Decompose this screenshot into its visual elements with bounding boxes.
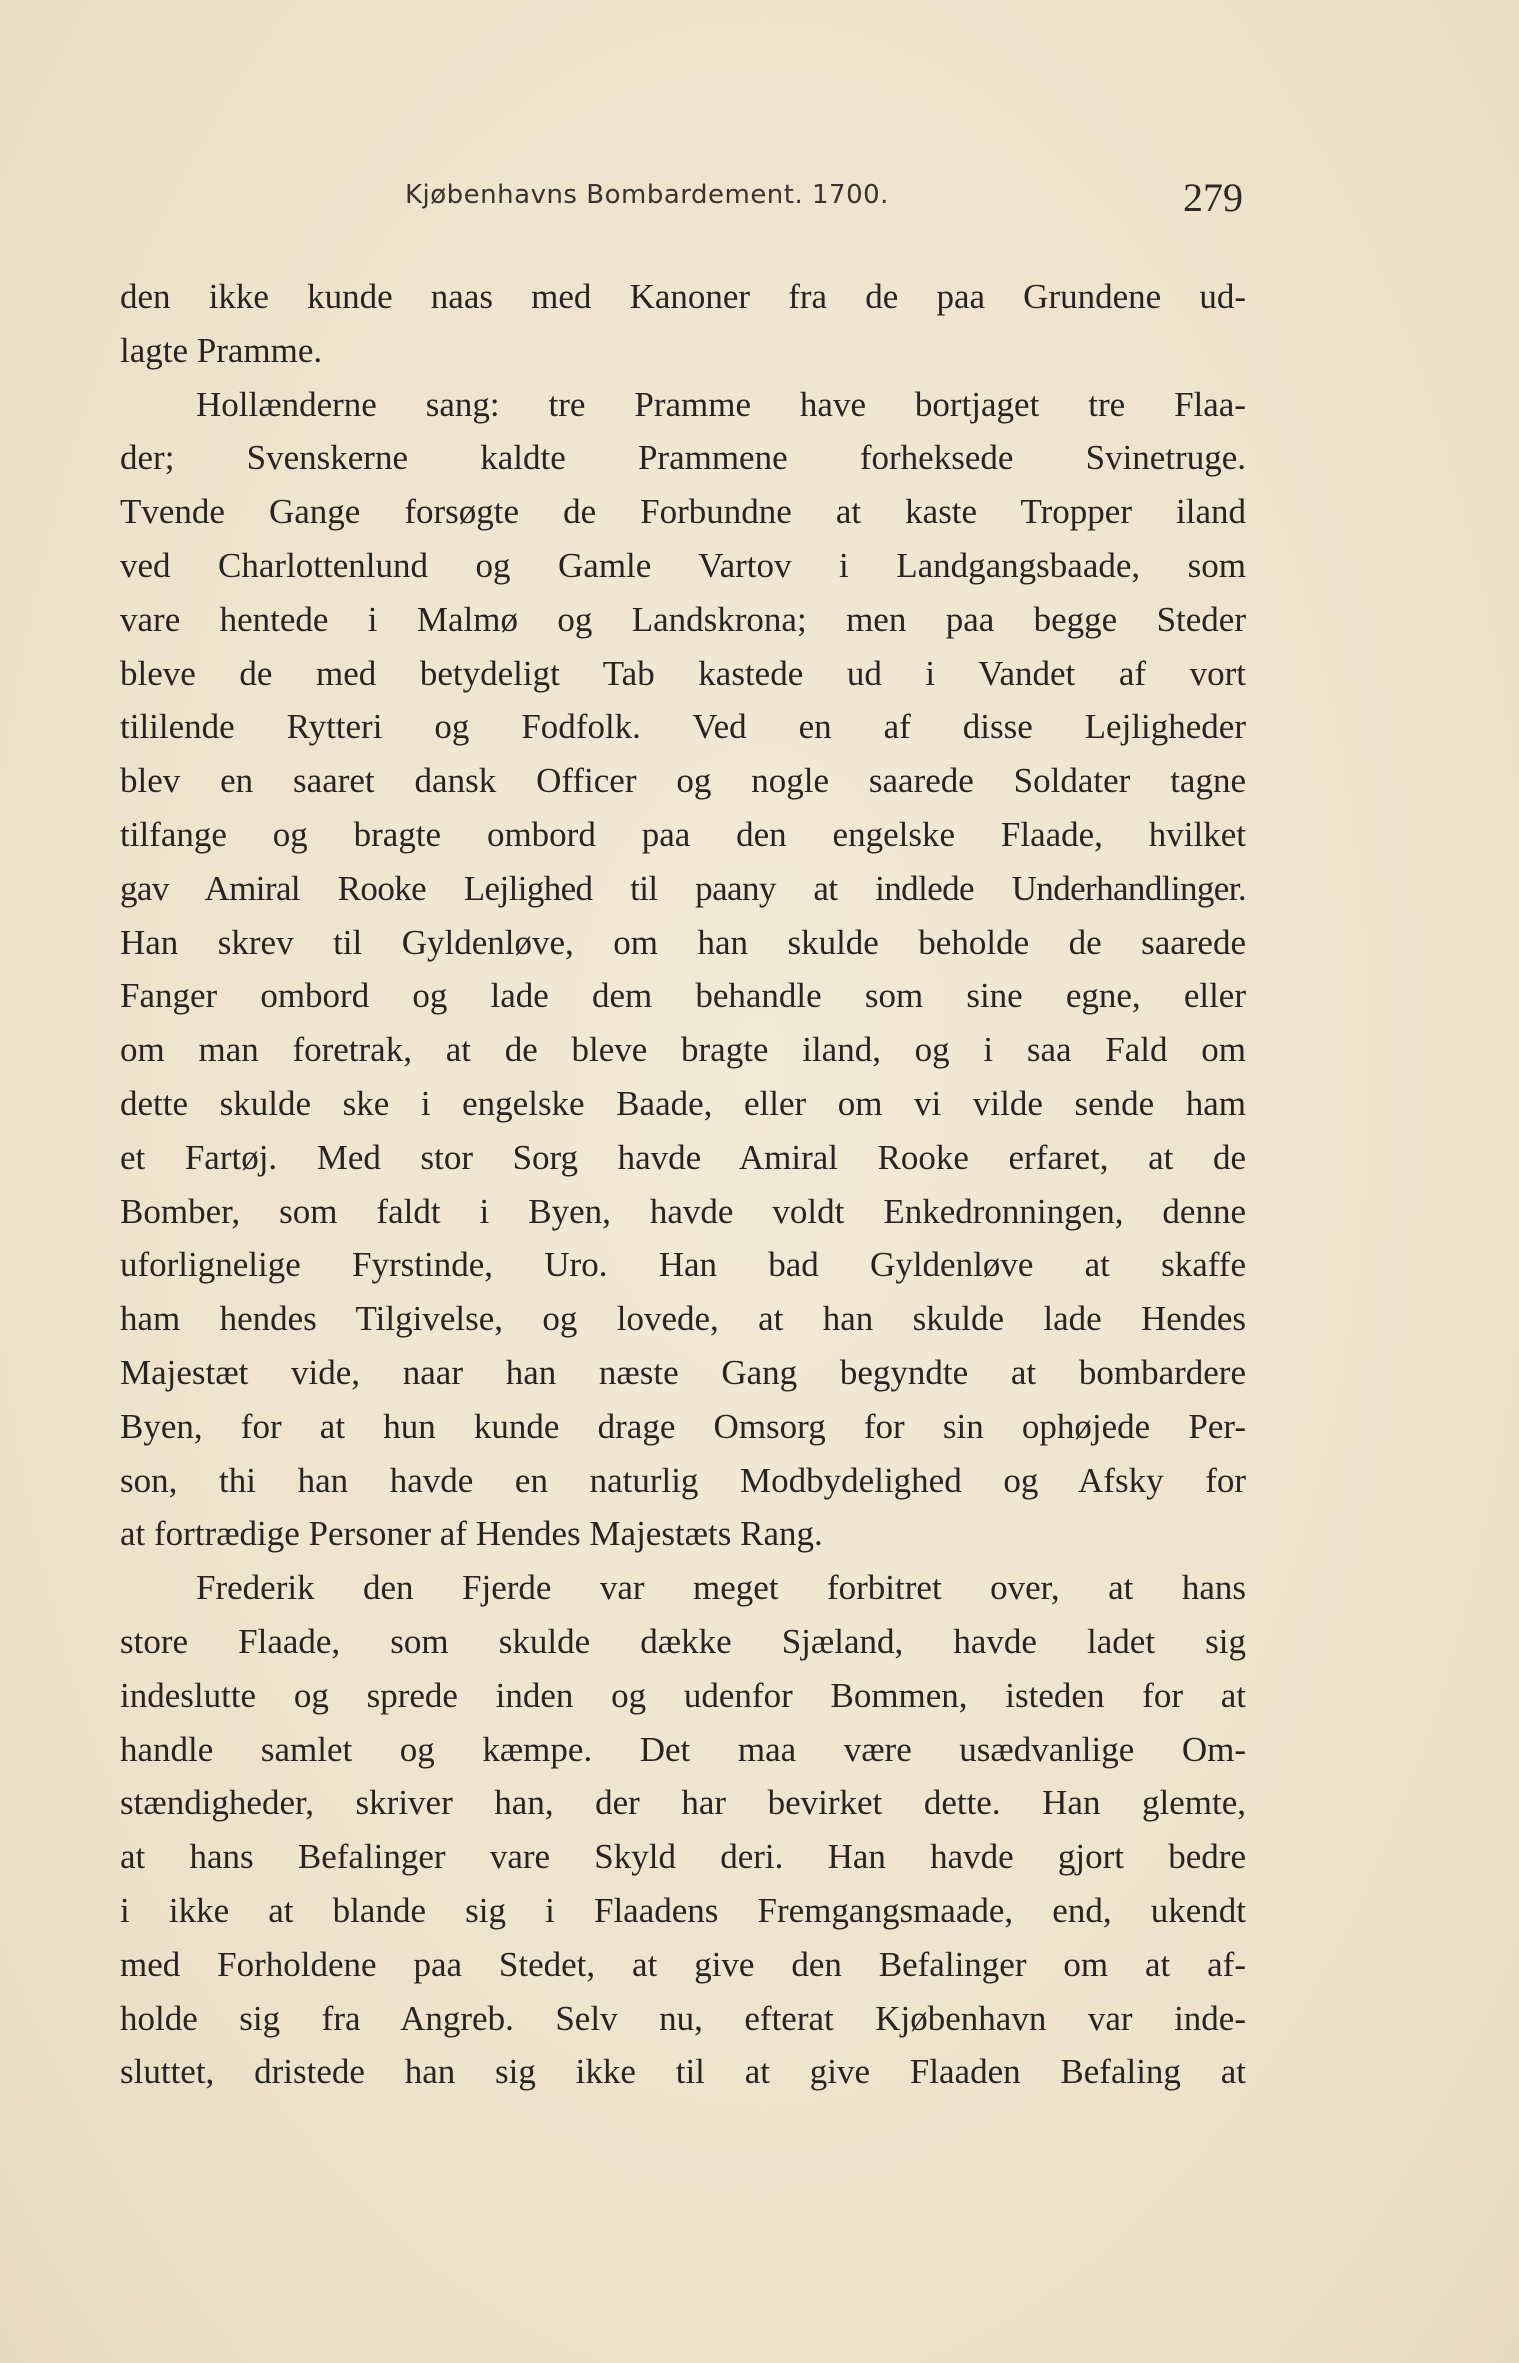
text-line: Majestæt vide, naar han næste Gang begyndte at bombardere [120, 1352, 1246, 1392]
text-line: at hans Befalinger vare Skyld deri. Han havde gjort bedre [120, 1837, 1246, 1877]
text-line: med Forholdene paa Stedet, at give den Befalinger om at af- [120, 1944, 1246, 1984]
text-line: ham hendes Tilgivelse, og lovede, at han skulde lade Hendes [120, 1299, 1246, 1339]
text-line: vare hentede i Malmø og Landskrona; men paa begge Steder [120, 599, 1246, 639]
running-title: Kjøbenhavns Bombardement. 1700. [405, 180, 889, 210]
text-line: Bomber, som faldt i Byen, havde voldt Enkedronningen, denne [120, 1191, 1246, 1231]
text-line: tililende Rytteri og Fodfolk. Ved en af disse Lejligheder [120, 707, 1246, 747]
text-line: lagte Pramme. [120, 330, 323, 370]
text-line: handle samlet og kæmpe. Det maa være usædvanlige Om- [120, 1729, 1246, 1769]
text-line: der; Svenskerne kaldte Prammene forheksede Svinetruge. [120, 438, 1246, 478]
text-line: et Fartøj. Med stor Sorg havde Amiral Rooke erfaret, at de [120, 1137, 1246, 1177]
text-line: tilfange og bragte ombord paa den engelske Flaade, hvilket [120, 814, 1246, 854]
text-line: Tvende Gange forsøgte de Forbundne at kaste Tropper iland [120, 492, 1246, 532]
text-line: Hollænderne sang: tre Pramme have bortjaget tre Flaa- [196, 384, 1246, 424]
text-line: blev en saaret dansk Officer og nogle saarede Soldater tagne [120, 761, 1246, 801]
text-line: i ikke at blande sig i Flaadens Fremgangsmaade, end, ukendt [120, 1890, 1246, 1930]
text-line: gav Amiral Rooke Lejlighed til paany at indlede Underhandlinger. [120, 868, 1246, 908]
running-header [0, 170, 1519, 230]
text-line: Byen, for at hun kunde drage Omsorg for sin ophøjede Per- [120, 1406, 1246, 1446]
text-line: sluttet, dristede han sig ikke til at give Flaaden Befaling at [120, 2052, 1246, 2092]
text-line: bleve de med betydeligt Tab kastede ud i Vandet af vort [120, 653, 1246, 693]
text-line: den ikke kunde naas med Kanoner fra de paa Grundene ud- [120, 277, 1246, 316]
text-line: dette skulde ske i engelske Baade, eller om vi vilde sende ham [120, 1083, 1246, 1123]
text-line: uforlignelige Fyrstinde, Uro. Han bad Gyldenløve at skaffe [120, 1245, 1246, 1285]
text-line: store Flaade, som skulde dække Sjæland, havde ladet sig [120, 1621, 1246, 1661]
text-line: indeslutte og sprede inden og udenfor Bommen, isteden for at [120, 1675, 1246, 1715]
page-number: 279 [1183, 175, 1243, 220]
text-line: ved Charlottenlund og Gamle Vartov i Landgangsbaade, som [120, 545, 1246, 585]
body-text [120, 270, 1246, 2099]
text-line: Han skrev til Gyldenløve, om han skulde beholde de saarede [120, 922, 1246, 962]
text-line: son, thi han havde en naturlig Modbydelighed og Afsky for [120, 1460, 1246, 1500]
text-line: at fortrædige Personer af Hendes Majestæts Rang. [120, 1514, 823, 1554]
text-line: Frederik den Fjerde var meget forbitret over, at hans [196, 1568, 1246, 1608]
text-line: holde sig fra Angreb. Selv nu, efterat Kjøbenhavn var inde- [120, 1998, 1246, 2038]
text-line: stændigheder, skriver han, der har bevirket dette. Han glemte, [120, 1783, 1246, 1823]
text-line: om man foretrak, at de bleve bragte iland, og i saa Fald om [120, 1030, 1246, 1070]
text-line: Fanger ombord og lade dem behandle som sine egne, eller [120, 976, 1246, 1016]
